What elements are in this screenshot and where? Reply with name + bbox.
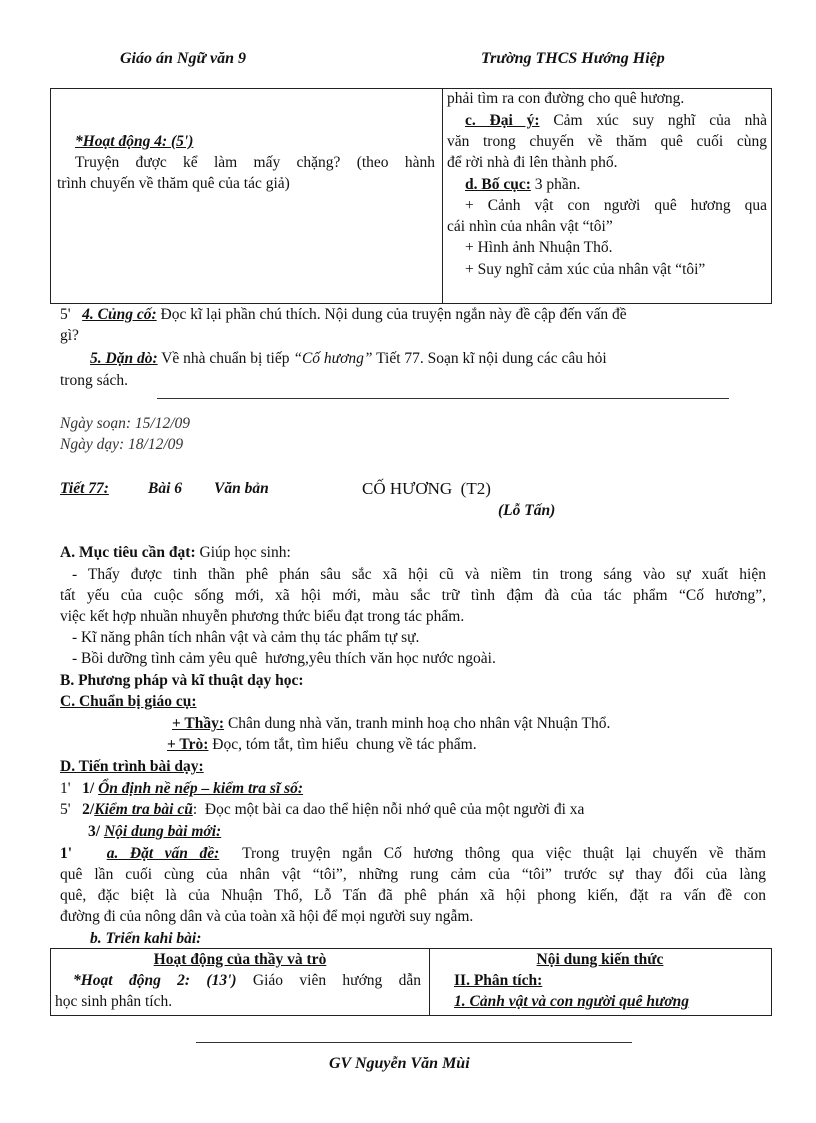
lesson-title: CỐ HƯƠNG (T2) [362,479,491,498]
consolidate-line [60,304,766,325]
table2-left-cell [51,949,429,1015]
step-3-num: 3/ [88,823,101,840]
section-a-p3: - Bồi dưỡng tình cảm yêu quê hương,yêu thích văn học nước ngoài. [72,650,496,667]
section-a-p2: - Kĩ năng phân tích nhân vật và cảm thụ tác phẩm tự sự. [72,629,420,646]
header-right: Trường THCS Hướng Hiệp [481,50,665,67]
consolidate-label: 4. Củng cố: [82,306,157,323]
structure-label: d. Bố cục: [465,176,531,193]
student-text: Đọc, tóm tắt, tìm hiểu chung về tác phẩm. [208,736,477,753]
section-c-text: C. Chuẩn bị giáo cụ: [60,693,197,710]
intro-text-2: quê lần cuối cùng của nhân vật “tôi”, những rung cảm của “tôi” trước sự thay đổi của làng [60,866,766,883]
step-2-line [60,799,584,820]
step-3-text: Nội dung bài mới: [103,823,222,840]
prep-date: Ngày soạn: 15/12/09 [60,415,191,432]
teacher-prep [172,713,610,734]
section-a-p1c: việc kết hợp nhuần nhuyễn phương thức biểu đạt trong tác phẩm. [60,608,465,625]
period-label: Tiết 77: [60,480,109,497]
intro-text-3: quê, đặc biệt là của Nhuận Thổ, Lỗ Tấn đã phê phán xã hội phong kiến, đặt ra vấn đề con [60,887,766,904]
intro-text-4: đường đi của nông dân và của toàn xã hội để mọi người suy ngẫm. [60,908,474,925]
development-label: b. Triển kahi bài: [90,930,202,947]
text-type: Văn bản [214,480,269,497]
main-idea-text: Cảm xúc suy nghĩ của nhà [539,112,767,129]
teach-date: Ngày dạy: 18/12/09 [60,436,184,453]
section-b-label: B. Phương pháp và kĩ thuật dạy học: [60,672,304,689]
activity-2-title: *Hoạt động 2: (13') [73,972,237,989]
table1-left-cell [51,89,442,303]
step-2-text: : Đọc một bài ca dao thể hiện nỗi nhớ quê của một người đi xa [192,801,585,818]
homework-line [90,348,607,369]
right-line-2 [465,110,767,131]
lesson-author: (Lỗ Tấn) [498,502,556,519]
intro-line-1 [60,843,766,864]
footer-divider [196,1042,632,1043]
right-line-8: + Hình ảnh Nhuận Thổ. [465,239,613,256]
section-c-label [60,691,197,712]
section-a-p1a: - Thấy được tinh thần phê phán sâu sắc xã hội cũ và niềm tin trong sáng vào sự xuất hiện [72,566,766,583]
activity-2-text: Giáo viên hướng dẫn [236,972,421,989]
activity-table-1 [50,88,772,304]
intro-time: 1' [60,845,73,862]
activity-4-text-1: Truyện được kể làm mấy chặng? (theo hành [75,154,435,171]
step-2-time: 5' [60,801,71,818]
lesson-number: Bài 6 [148,480,183,497]
step-2-num: 2/ [82,801,95,818]
table2-header-right: Nội dung kiến thức [536,951,664,968]
table2-right-cell [430,949,770,1015]
analysis-subheading: 1. Cảnh vật và con người quê hương [454,993,690,1010]
section-d-label [60,756,204,777]
activity-4-title: *Hoạt động 4: (5') [75,133,194,150]
consolidate-text-2: gì? [60,327,79,344]
right-line-4: để rời nhà đi lên thành phố. [447,154,618,171]
student-label: + Trò: [167,736,209,753]
section-a-p1b: tất yếu của cuộc sống mới, xã hội mới, màu sắc trữ tình đậm đà của tác phẩm “Cố hương”, [60,587,766,604]
teacher-text: Chân dung nhà văn, tranh minh hoạ cho nhân vật Nhuận Thổ. [224,715,611,732]
intro-label: a. Đặt vấn đề: [106,845,220,862]
right-line-1: phải tìm ra con đường cho quê hương. [447,90,685,107]
activity-4-text-2: trình chuyến về thăm quê của tác giả) [57,175,290,192]
table2-header-left: Hoạt động của thầy và trò [153,951,327,968]
activity-2-line [73,970,421,991]
main-idea-label: c. Đại ý: [465,112,540,129]
structure-text: 3 phần. [530,176,581,193]
right-line-6: + Cảnh vật con người quê hương qua [465,197,767,214]
analysis-heading: II. Phân tích: [454,972,543,989]
footer-author: GV Nguyễn Văn Mùi [329,1055,470,1072]
activity-2-text-2: học sinh phân tích. [55,993,173,1010]
right-line-3: văn trong chuyến về thăm quê cuối cùng [447,133,767,150]
right-line-5 [465,174,580,195]
section-a-heading [60,542,291,563]
step-2-label: Kiểm tra bài cũ [94,801,193,818]
teacher-label: + Thầy: [172,715,225,732]
homework-text-b: Tiết 77. Soạn kĩ nội dung các câu hỏi [372,350,607,367]
homework-quote: “Cố hương” [293,350,373,367]
consolidate-text: Đọc kĩ lại phần chú thích. Nội dung của truyện ngắn này đề cập đến vấn đề [156,306,627,323]
right-line-9: + Suy nghĩ cảm xúc của nhân vật “tôi” [465,261,706,278]
activity-table-2 [50,948,772,1016]
step-3-line [88,821,221,842]
right-line-7: cái nhìn của nhân vật “tôi” [447,218,613,235]
consolidate-time: 5' [60,306,71,323]
homework-text-2: trong sách. [60,372,129,389]
homework-label: 5. Dặn dò: [90,350,158,367]
intro-text-1: Trong truyện ngắn Cố hương thông qua việc thuật lại chuyến về thăm [219,845,766,862]
section-d-text: D. Tiến trình bài dạy: [60,758,204,775]
header-left: Giáo án Ngữ văn 9 [120,50,247,67]
step-1-num: 1/ [82,780,95,797]
divider-1 [157,398,729,399]
student-prep [167,734,477,755]
section-a-label: A. Mục tiêu cần đạt: [60,544,196,561]
section-a-intro: Giúp học sinh: [195,544,291,561]
step-1-text: Ổn định nề nếp – kiểm tra sĩ số: [98,780,304,797]
step-1-line [60,778,303,799]
homework-text: Về nhà chuẩn bị tiếp [157,350,294,367]
step-1-time: 1' [60,780,71,797]
table1-right-cell [443,89,770,303]
